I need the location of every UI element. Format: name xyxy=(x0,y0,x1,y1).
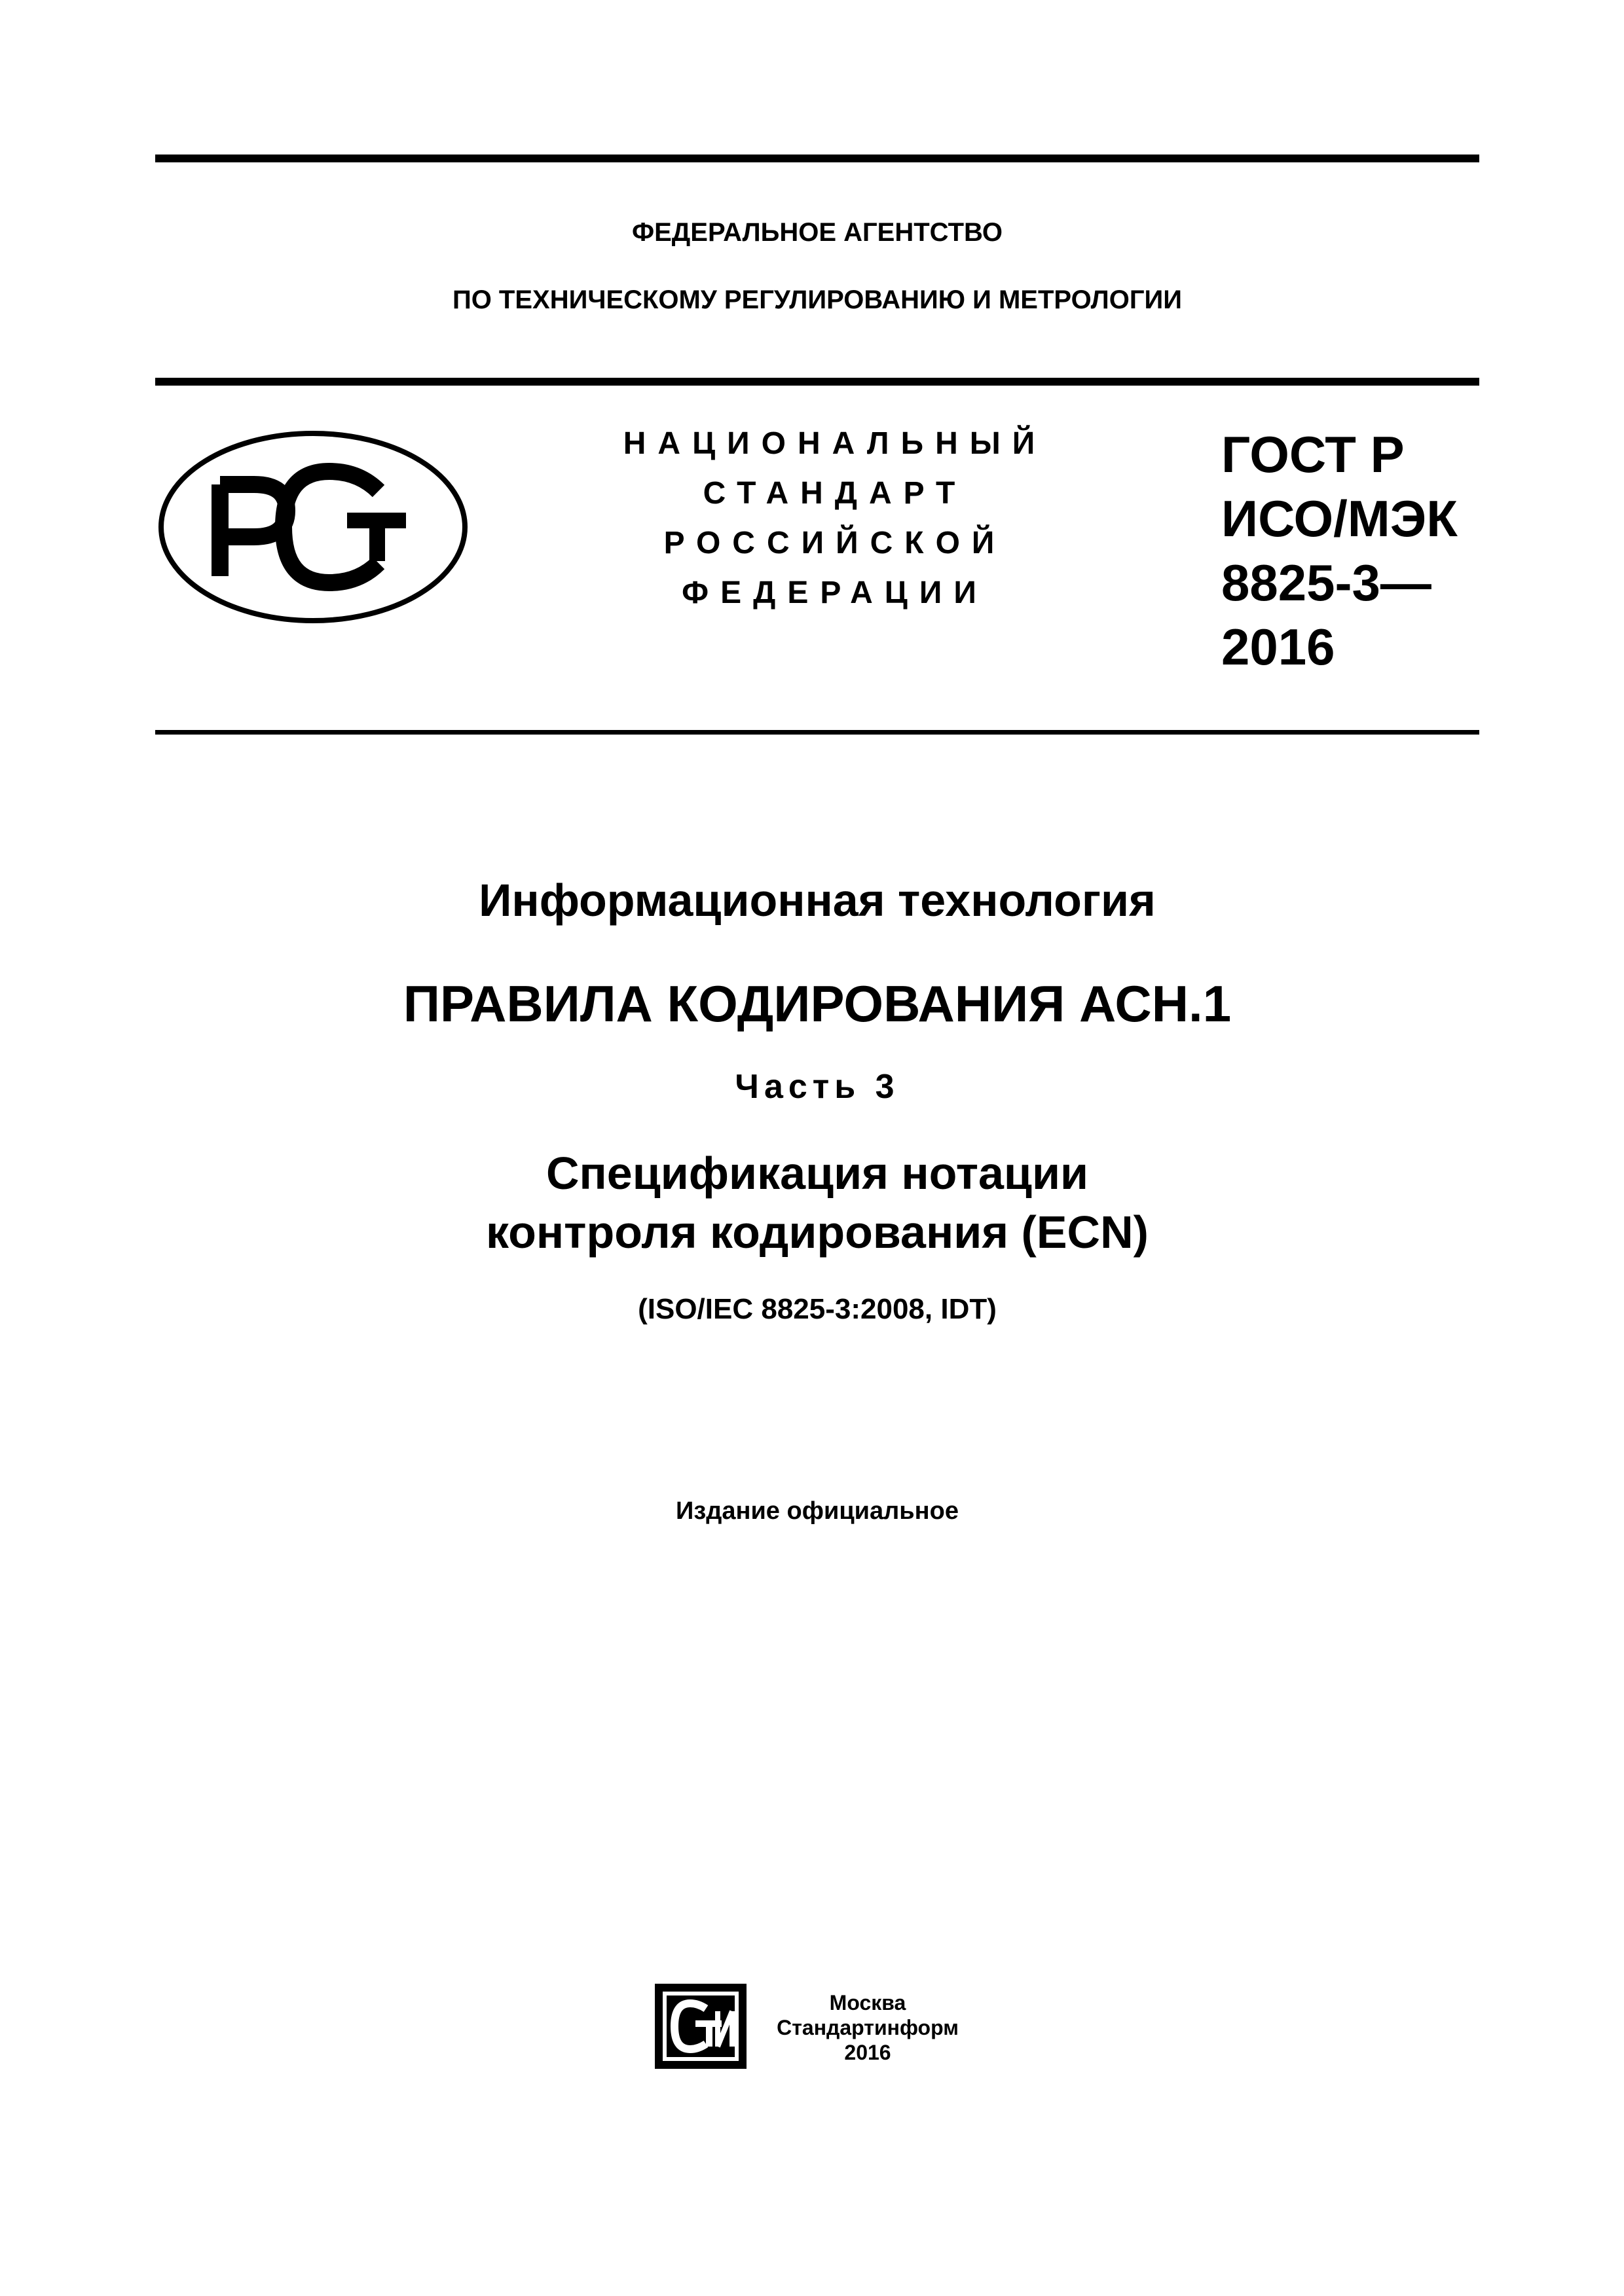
part-label: Часть 3 xyxy=(735,1068,900,1106)
publisher-year: 2016 xyxy=(844,2041,891,2064)
edition-label: Издание официальное xyxy=(676,1497,959,1525)
main-title: ПРАВИЛА КОДИРОВАНИЯ АСН.1 xyxy=(403,975,1232,1032)
top-rule xyxy=(155,155,1479,162)
standard-type-line: ФЕДЕРАЦИИ xyxy=(682,575,988,610)
standard-type xyxy=(596,419,1074,618)
subtitle-line-2: контроля кодирования (ECN) xyxy=(486,1207,1149,1258)
standard-type-line: РОССИЙСКОЙ xyxy=(663,526,1006,560)
agency-line-1: ФЕДЕРАЛЬНОЕ АГЕНТСТВО xyxy=(631,218,1003,247)
standard-code-line: ГОСТ Р xyxy=(1221,426,1405,483)
subject-title: Информационная технология xyxy=(479,875,1156,926)
standard-type-line: НАЦИОНАЛЬНЫЙ xyxy=(623,426,1047,461)
standard-code-line: 2016 xyxy=(1221,618,1335,676)
header-rule xyxy=(155,378,1479,386)
standard-type-line: СТАНДАРТ xyxy=(703,476,967,511)
publisher-info xyxy=(750,1990,986,2065)
subtitle-line-1: Спецификация нотации xyxy=(545,1148,1089,1199)
standartinform-logo-icon xyxy=(655,1984,747,2069)
rst-emblem-icon xyxy=(156,429,470,625)
title-rule xyxy=(155,730,1479,735)
origin-reference: (ISO/IEC 8825-3:2008, IDT) xyxy=(638,1293,997,1325)
publisher-name: Стандартинформ xyxy=(777,2016,959,2039)
standard-code-line: 8825-3— xyxy=(1221,554,1431,611)
standard-code-line: ИСО/МЭК xyxy=(1221,490,1458,547)
standard-code xyxy=(1221,422,1458,679)
agency-line-2: ПО ТЕХНИЧЕСКОМУ РЕГУЛИРОВАНИЮ И МЕТРОЛОГИИ xyxy=(452,285,1183,314)
publisher-city: Москва xyxy=(829,1991,906,2014)
